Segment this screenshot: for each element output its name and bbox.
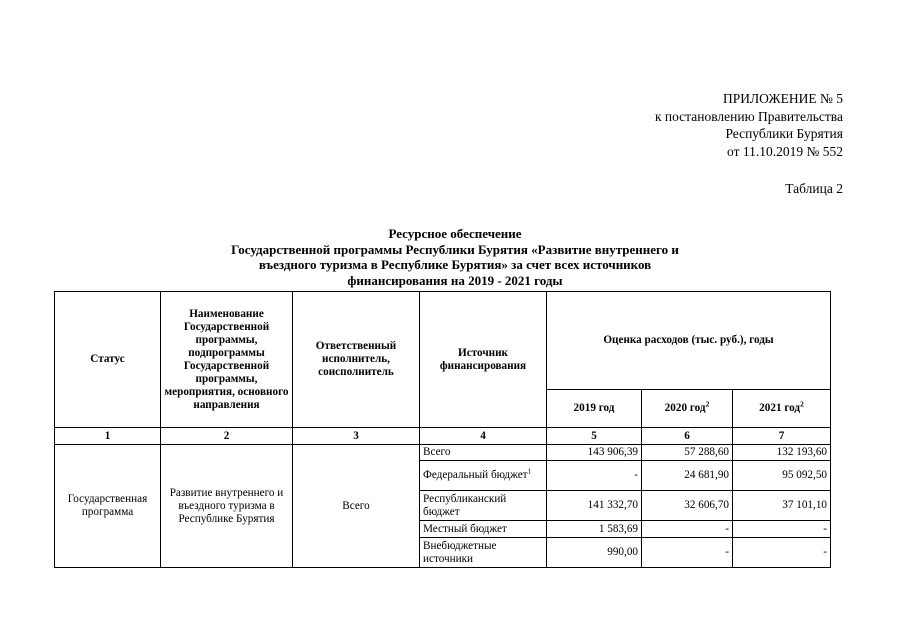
table-label: Таблица 2 [785,181,843,196]
value-2020: - [642,538,733,568]
value-2021: - [733,538,831,568]
header-year-2019: 2019 год [547,390,642,428]
source-cell: Внебюджетные источники [420,538,547,568]
appendix-line-3: Республики Бурятия [725,126,843,141]
appendix-line-2: к постановлению Правительства [654,108,843,124]
header-year-2021: 2021 год$^2$ [733,390,831,428]
program-executor: Всего [293,445,420,568]
value-2020: 24 681,90 [642,461,733,491]
header-year-2020: 2020 год$^2$ [642,390,733,428]
value-2021: 37 101,10 [733,491,831,521]
value-2021: - [733,521,831,538]
header-executor: Ответственный исполнитель, соисполнитель [293,292,420,428]
source-cell: Местный бюджет [420,521,547,538]
appendix-header [655,90,843,160]
col-number-4: 4 [420,428,547,445]
resource-table [54,291,831,568]
document-title [125,226,785,288]
appendix-line-4: от 11.10.2019 № 552 [727,143,843,159]
col-number-3: 3 [293,428,420,445]
header-status: Статус [55,292,161,428]
col-number-7: 7 [733,428,831,445]
value-2021: 132 193,60 [733,445,831,461]
value-2020: 32 606,70 [642,491,733,521]
header-estimate: Оценка расходов (тыс. руб.), годы [547,292,831,390]
title-line-1: Ресурсное обеспечение [388,226,522,241]
source-cell: Республиканский бюджет [420,491,547,521]
col-number-2: 2 [161,428,293,445]
title-line-4: финансирования на 2019 - 2021 годы [347,272,563,288]
appendix-line-1: ПРИЛОЖЕНИЕ № 5 [722,91,843,106]
program-name: Развитие внутреннего и въездного туризма в Республике Бурятия [161,445,293,568]
value-2019: 143 906,39 [547,445,642,461]
value-2019: - [547,461,642,491]
col-number-6: 6 [642,428,733,445]
col-number-5: 5 [547,428,642,445]
value-2021: 95 092,50 [733,461,831,491]
source-cell: Всего [420,445,547,461]
value-2020: 57 288,60 [642,445,733,461]
program-status: Государственная программа [55,445,161,568]
header-source: Источник финансирования [420,292,547,428]
col-number-1: 1 [55,428,161,445]
source-cell: Федеральный бюджет$^1$ [420,461,547,491]
title-line-3: въездного туризма в Республике Бурятия» за счет всех источников [258,257,652,272]
value-2019: 1 583,69 [547,521,642,538]
value-2019: 141 332,70 [547,491,642,521]
value-2020: - [642,521,733,538]
header-name: Наименование Государственной программы, подпрограммы Государственной программы, мероприятия, основного направления [161,292,293,428]
title-line-2: Государственной программы Республики Бурятия «Развитие внутреннего и [231,241,679,257]
value-2019: 990,00 [547,538,642,568]
